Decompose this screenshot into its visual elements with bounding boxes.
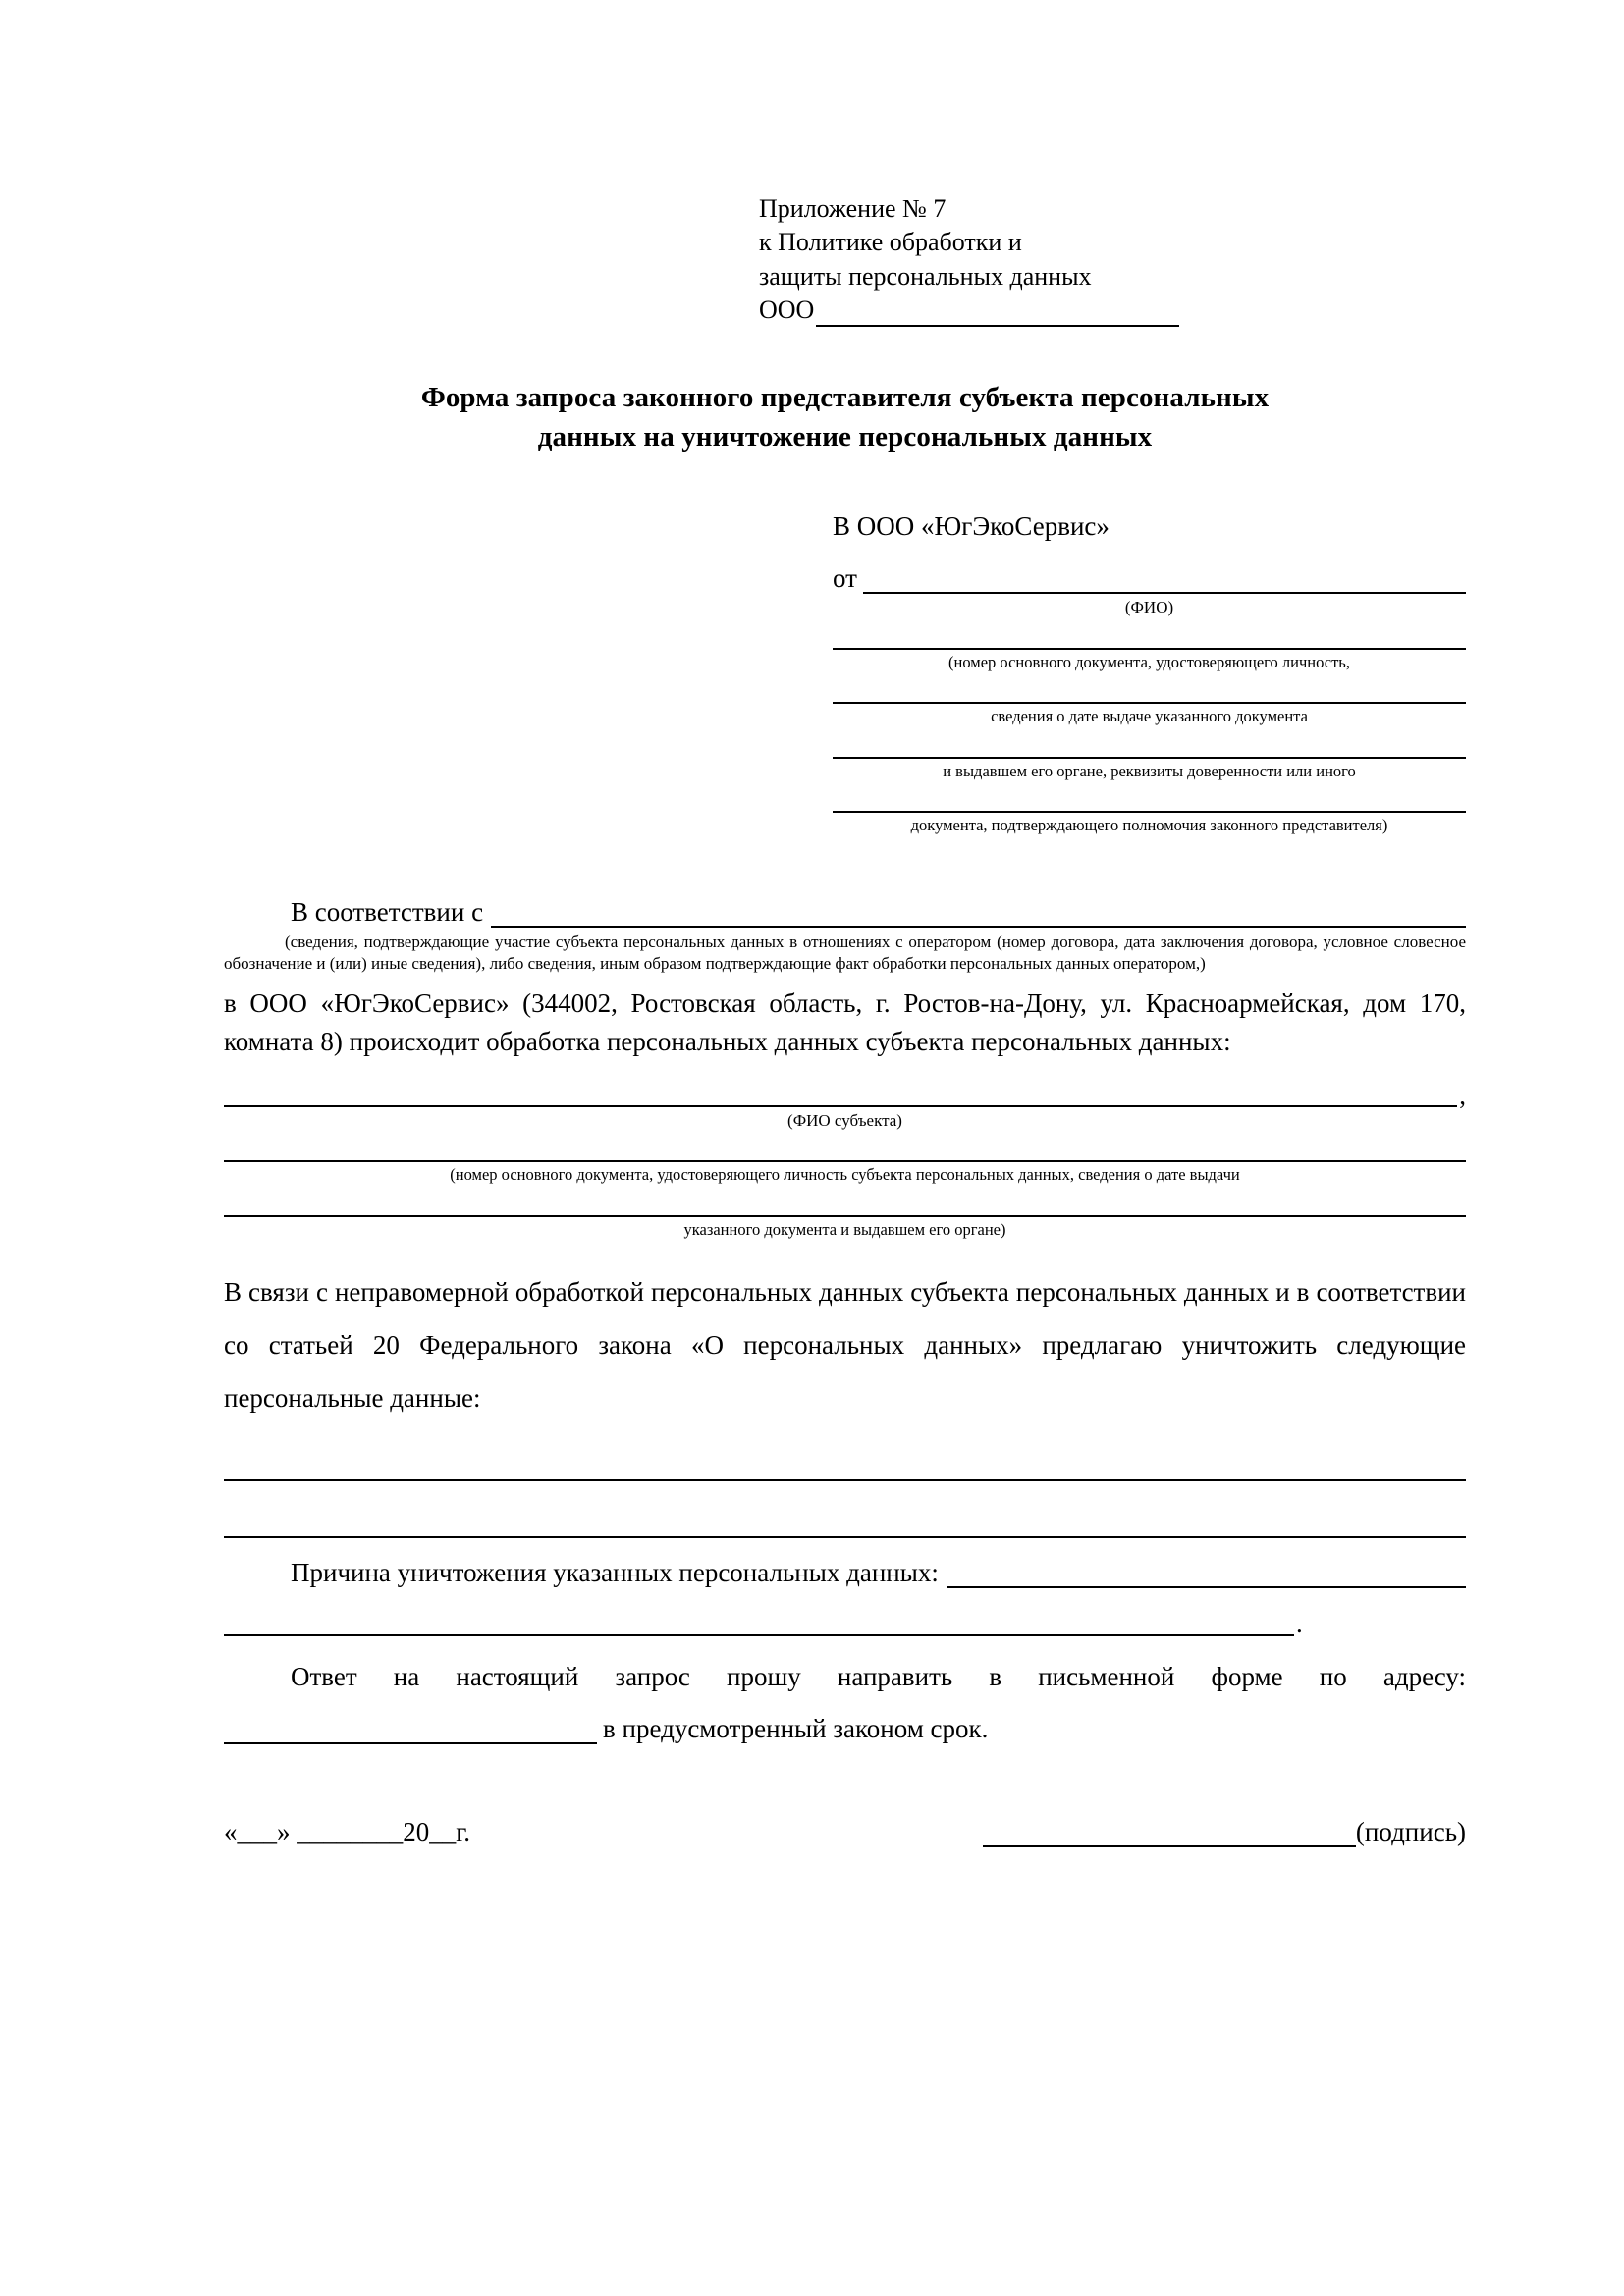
document-body <box>224 897 1466 1847</box>
appendix-number: Приложение № 7 <box>759 194 947 223</box>
appendix-header <box>224 192 1466 327</box>
appendix-company-label: ООО <box>759 294 815 324</box>
answer-paragraph: Ответ на настоящий запрос прошу направить в письменной форме по адресу: <box>291 1661 1466 1691</box>
personal-data-field-1[interactable] <box>224 1436 1466 1481</box>
applicant-doc-caption-2: сведения о дате выдаче указанного документа <box>991 707 1308 726</box>
in-accordance-caption <box>224 932 1466 975</box>
operator-paragraph: в ООО «ЮгЭкоСервис» (344002, Ростовская область, г. Ростов-на-Дону, ул. Красноармейская, дом 170, комната 8) происходит обработка персональных данных субъекта персональных данных: <box>224 988 1466 1056</box>
subject-fio-caption: (ФИО субъекта) <box>787 1110 902 1130</box>
subject-doc-caption-1: (номер основного документа, удостоверяющего личность субъекта персональных данных, сведения о дате выдачи <box>450 1165 1240 1185</box>
applicant-doc-caption-1: (номер основного документа, удостоверяющего личность, <box>948 652 1350 671</box>
appendix-company-blank <box>816 305 1179 327</box>
in-accordance-field[interactable] <box>491 904 1466 928</box>
applicant-doc-caption-3: и выдавшем его органе, реквизиты доверенности или иного <box>943 761 1356 780</box>
in-accordance-caption-text: (сведения, подтверждающие участие субъекта персональных данных в отношениях с оператором (номер договора, дата заключения договора, условное словесное обозначение и (или) иные сведения), либо сведения, иным образом подтверждающие факт обработки персональных данных оператором,) <box>224 933 1466 974</box>
from-name-caption: (ФИО) <box>1124 598 1174 617</box>
page-title-line-2: данных на уничтожение персональных данных <box>537 421 1153 454</box>
subject-fio-field[interactable] <box>224 1082 1457 1107</box>
subject-doc-field-1[interactable] <box>224 1135 1466 1162</box>
signature-row <box>224 1817 1466 1847</box>
subject-doc-field-2[interactable] <box>224 1190 1466 1217</box>
reason-period: . <box>1296 1609 1303 1639</box>
answer-address-field[interactable] <box>224 1721 597 1744</box>
page-title <box>224 378 1466 456</box>
appendix-policy-line-2: защиты персональных данных <box>759 261 1092 291</box>
from-row <box>833 563 1466 594</box>
request-paragraph: В связи с неправомерной обработкой персональных данных субъекта персональных данных и в соответствии со статьей 20 Федерального закона «О персональных данных» предлагаю уничтожить следующие персональные данные: <box>224 1277 1466 1414</box>
applicant-doc-field-1[interactable] <box>833 622 1466 650</box>
answer-address-tail: в предусмотренный законом срок. <box>603 1713 989 1743</box>
reason-field-2[interactable] <box>224 1613 1294 1636</box>
in-accordance-label: В соответствии с <box>291 897 484 928</box>
addressee-block <box>833 511 1466 836</box>
appendix-company-line <box>759 294 1466 327</box>
subject-doc-caption-2: указанного документа и выдавшем его органе) <box>683 1219 1006 1239</box>
addressee-organization: В ООО «ЮгЭкоСервис» <box>833 511 1110 542</box>
applicant-doc-caption-4: документа, подтверждающего полномочия законного представителя) <box>910 816 1388 835</box>
answer-address-row <box>224 1714 1466 1744</box>
from-name-field[interactable] <box>863 570 1466 594</box>
reason-field-1[interactable] <box>947 1565 1466 1588</box>
in-accordance-row <box>224 897 1466 928</box>
document-content <box>224 192 1466 1847</box>
reason-tail-row <box>224 1609 1466 1639</box>
applicant-doc-field-3[interactable] <box>833 731 1466 759</box>
subject-fio-row <box>224 1080 1466 1110</box>
signature-label: (подпись) <box>1355 1816 1466 1846</box>
from-label: от <box>833 563 857 594</box>
personal-data-field-2[interactable] <box>224 1493 1466 1538</box>
date-field[interactable]: «___» ________20__г. <box>224 1816 471 1846</box>
signature-field[interactable] <box>983 1824 1356 1847</box>
page-title-line-1: Форма запроса законного представителя субъекта персональных <box>420 382 1270 414</box>
reason-label: Причина уничтожения указанных персональных данных: <box>291 1558 939 1588</box>
appendix-policy-line-1: к Политике обработки и <box>759 228 1022 257</box>
applicant-doc-field-2[interactable] <box>833 676 1466 704</box>
reason-row <box>224 1558 1466 1588</box>
subject-fio-comma: , <box>1459 1080 1466 1110</box>
applicant-doc-field-4[interactable] <box>833 785 1466 813</box>
